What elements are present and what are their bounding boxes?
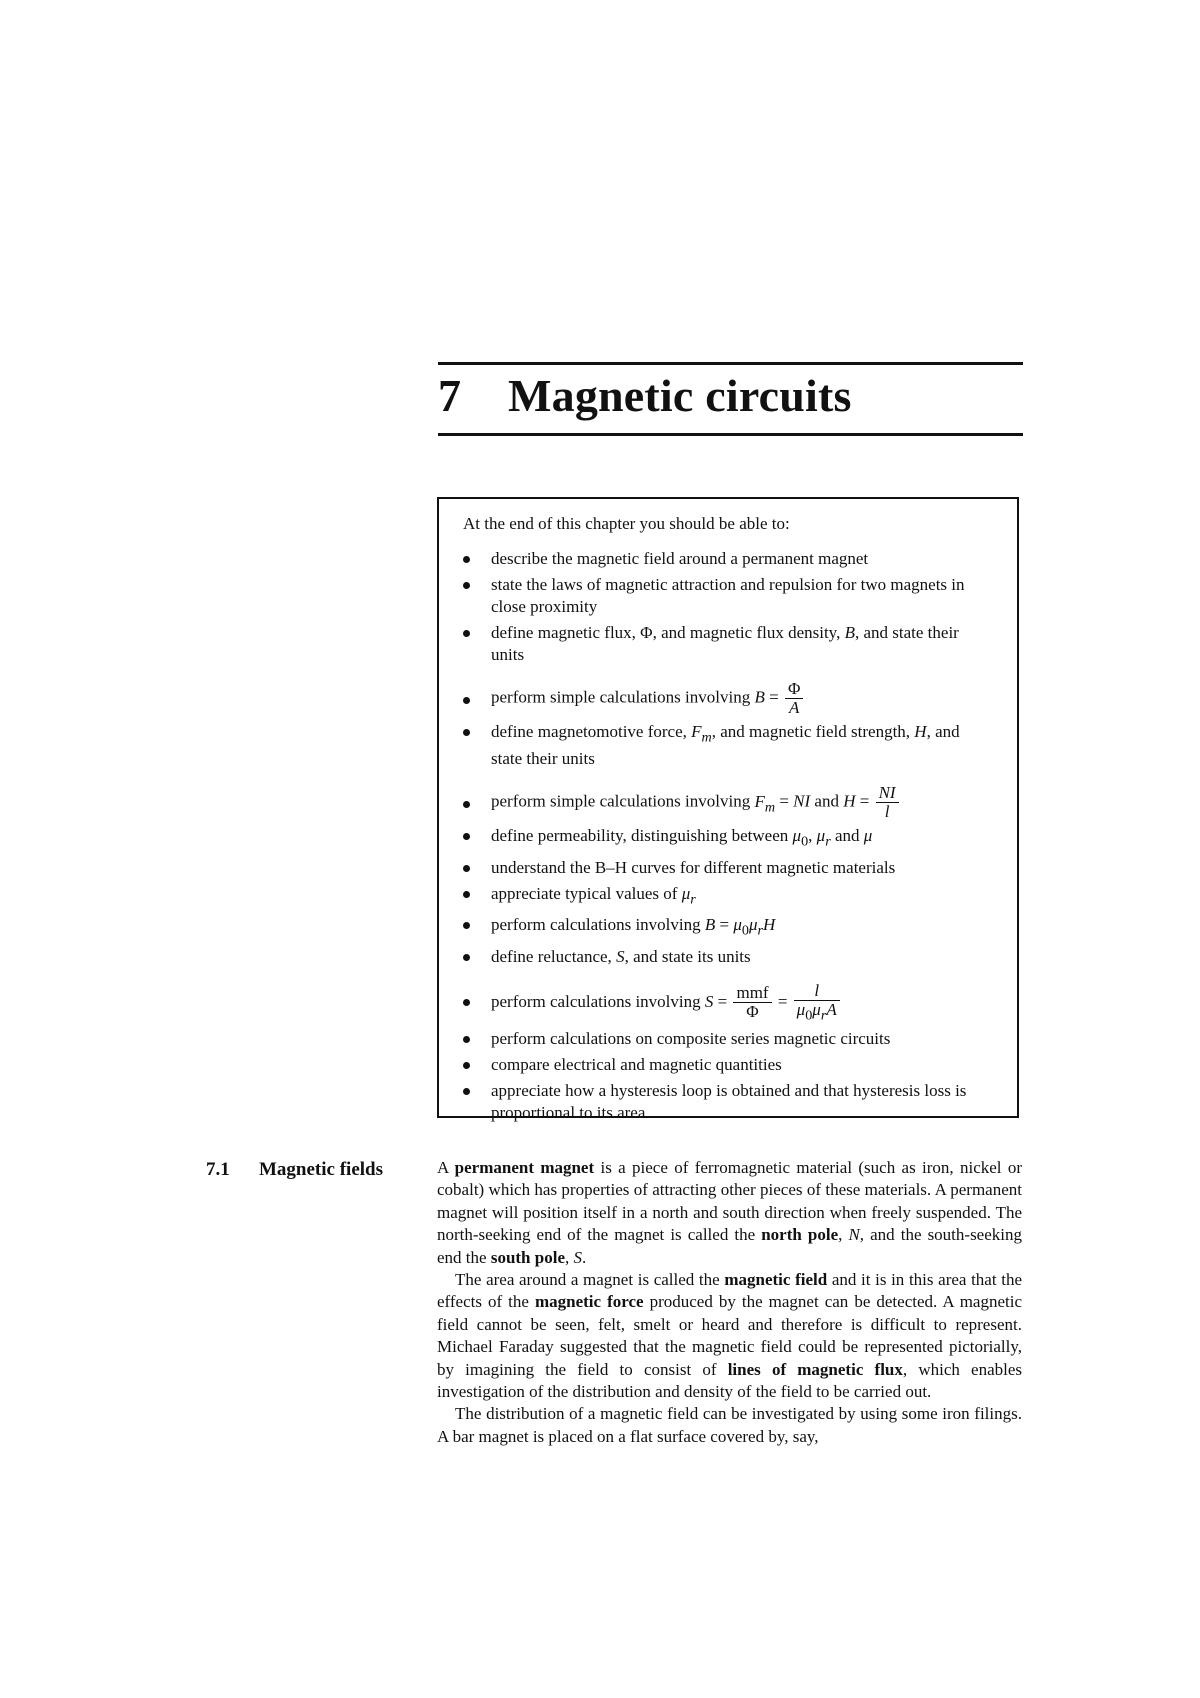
fraction: $\frac{\text{mmf}}{\Phi}$ [733, 984, 771, 1021]
objective-item: define magnetomotive force, $F_m$, and magnetic field strength, H, and state their units [461, 721, 995, 770]
body-paragraph: A permanent magnet is a piece of ferromagnetic material (such as iron, nickel or cobalt) which has properties of attracting other pieces of these materials. A permanent magnet will position itself in a north and south direction when freely suspended. The north-seeking end of the magnet is called the north pole, N, and the south-seeking end the south pole, S. [437, 1158, 1022, 1267]
learning-objectives-box [437, 497, 1019, 1122]
body-paragraph: The distribution of a magnetic field can be investigated by using some iron filings. A bar magnet is placed on a flat surface covered by, say, [437, 1404, 1022, 1446]
bullet-icon [463, 556, 470, 563]
bullet-icon [463, 833, 470, 840]
chapter-bottom-rule [438, 433, 1023, 436]
body-paragraph: The area around a magnet is called the magnetic field and it is in this area that the effects of the magnetic force produced by the magnet can be detected. A magnetic field cannot be seen, felt, smelt or heard and therefore is difficult to represent. Michael Faraday suggested that the magnetic field could be represented pictorially, by imagining the field to consist of lines of magnetic flux, which enables investigation of the distribution and density of the field to be carried out. [437, 1270, 1023, 1402]
chapter-heading [438, 368, 852, 424]
objective-item: perform simple calculations involving B = $\frac{\Phi}{A}$ [461, 670, 995, 717]
bullet-icon [463, 729, 470, 736]
objectives-intro: At the end of this chapter you should be able to: [463, 514, 790, 533]
chapter-top-rule [438, 362, 1023, 365]
objective-item: perform calculations involving S = $\frac{\text{mmf}}{\Phi}$ = $\frac{l}{\mu_0\mu_rA}$ [461, 972, 995, 1024]
bullet-icon [463, 1062, 470, 1069]
objective-item: define permeability, distinguishing between $\mu_0$, $\mu_r$ and μ [461, 825, 995, 852]
objective-item: perform calculations on composite series magnetic circuits [461, 1028, 995, 1050]
bullet-icon [463, 954, 470, 961]
objective-item: understand the B–H curves for different magnetic materials [461, 857, 995, 879]
bullet-icon [463, 1036, 470, 1043]
bullet-icon [463, 922, 470, 929]
fraction: $\frac{\Phi}{A}$ [785, 680, 803, 717]
bullet-icon [463, 582, 470, 589]
objective-item: state the laws of magnetic attraction and repulsion for two magnets in close proximity [461, 574, 995, 618]
bullet-icon [463, 801, 470, 808]
objective-item: appreciate how a hysteresis loop is obtained and that hysteresis loss is proportional to its area [461, 1080, 995, 1124]
bullet-icon [463, 697, 470, 704]
section-title: Magnetic fields [259, 1159, 384, 1180]
bullet-icon [463, 1088, 470, 1095]
section-body [437, 1157, 1022, 1448]
objective-item: define magnetic flux, Φ, and magnetic flux density, B, and state their units [461, 622, 995, 666]
objective-item: perform simple calculations involving $F_m$ = NI and H = $\frac{NI}{l}$ [461, 774, 995, 821]
bullet-icon [463, 891, 470, 898]
bullet-icon [463, 999, 470, 1006]
objectives-list [461, 548, 995, 1124]
bullet-icon [463, 865, 470, 872]
bullet-icon [463, 630, 470, 637]
section-number: 7.1 [206, 1159, 230, 1180]
fraction: $\frac{NI}{l}$ [876, 784, 899, 821]
chapter-title: Magnetic circuits [508, 370, 852, 421]
objective-item: compare electrical and magnetic quantities [461, 1054, 995, 1076]
objective-item: perform calculations involving $B = \mu_0\mu_rH$ [461, 914, 995, 941]
fraction: $\frac{l}{\mu_0\mu_rA}$ [794, 982, 840, 1024]
objective-item: describe the magnetic field around a permanent magnet [461, 548, 995, 570]
objective-item: define reluctance, S, and state its units [461, 946, 995, 968]
chapter-number: 7 [438, 370, 462, 421]
objective-item: appreciate typical values of $\mu_r$ [461, 883, 995, 910]
